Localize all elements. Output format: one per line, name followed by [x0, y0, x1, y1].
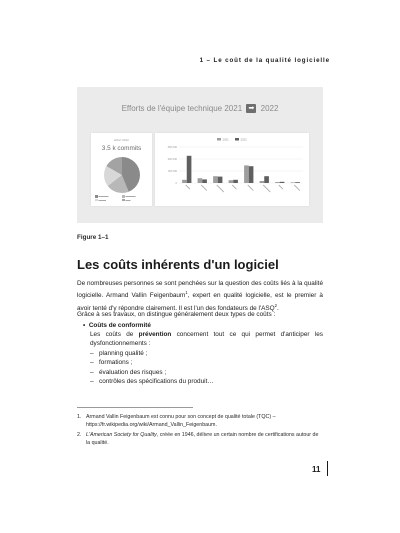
list-item: – contrôles des spécifications du produit… [90, 377, 214, 386]
footnote-number: 1. [77, 414, 82, 420]
category-label-mark [217, 185, 224, 192]
pie-legend-item: ▬▬▬ [95, 199, 122, 203]
pie-legend-item: ▬▬▬▬ [95, 195, 122, 199]
bar [202, 179, 207, 183]
footnotes [77, 414, 323, 450]
footnote-italic: L'American Society for Quality [86, 432, 157, 439]
tick-label: 150 000 [167, 170, 177, 173]
paragraph-2: Grâce à ses travaux, on distingue généralement deux types de coûts : [77, 311, 276, 318]
footnote-ref-1: 1 [185, 290, 188, 296]
footnote [77, 414, 323, 429]
bar [187, 156, 192, 183]
paragraph-1-text: De nombreuses personnes se sont penchées sur la question des coûts liés à la qualité logicielle. Armand Vallin Feigenbaum [77, 280, 323, 300]
legend-swatch [217, 138, 221, 141]
bar [264, 176, 269, 183]
bar [295, 182, 300, 183]
bar [280, 182, 285, 183]
bar [198, 178, 203, 183]
dash-list [90, 349, 214, 387]
bar-chart [155, 133, 309, 206]
category-label-mark [248, 185, 254, 191]
bullet-title: Coûts de conformité [88, 322, 151, 329]
figure-title-text: Efforts de l'équipe technique 2021 [121, 104, 243, 113]
pie-legend-item: ▬▬ [122, 199, 149, 203]
paragraph-3-text: Les coûts de [90, 331, 139, 338]
bar [213, 176, 218, 183]
paragraph-3-text: concernent tout ce qui permet d'anticiper les dysfonctionnements : [90, 331, 323, 348]
paragraph-3 [90, 330, 323, 349]
bullet-marker: • [83, 322, 86, 329]
pie-value: 3.5 k commits [101, 145, 142, 152]
section-heading: Les coûts inhérents d'un logiciel [77, 257, 279, 272]
pie-legend-item: ▬▬▬▬ [122, 195, 149, 199]
footnote-ref-2: 2 [274, 302, 277, 308]
list-item: – formations ; [90, 358, 214, 367]
footnote-text: Armand Vallin Feigenbaum est connu pour son concept de qualité totale (TQC) – https://fr.wikipedia.org/wiki/Armand_Vallin_Feigenbaum. [86, 414, 276, 428]
pie-card [91, 133, 152, 206]
bar [249, 166, 254, 183]
figure-title [77, 104, 323, 113]
right-arrow-icon: ➡ [246, 104, 256, 113]
list-item: – évaluation des risques ; [90, 368, 214, 377]
list-item: – planning qualité ; [90, 349, 214, 358]
paragraph-1-text: , expert en qualité logicielle, est le premier à avoir tenté d'y répondre clairement. Il est l'un des fondateurs de l'ASQ [77, 292, 323, 313]
bullet-item [83, 321, 151, 330]
paragraph-3-bold: prévention [138, 331, 172, 338]
pie-caption: Effort 2022 [114, 138, 129, 142]
category-label-mark [186, 185, 190, 189]
bar [291, 182, 296, 183]
pie-legend [95, 195, 149, 202]
footnote-number: 2. [77, 432, 82, 439]
pie-chart [104, 157, 140, 193]
bar-card [155, 133, 309, 206]
bar [260, 181, 265, 183]
bar [182, 180, 187, 183]
category-label-mark [201, 185, 207, 191]
footnote [77, 432, 323, 447]
bar [218, 177, 223, 183]
category-label-mark [294, 185, 300, 191]
page-number-rule [327, 461, 328, 476]
category-label-mark [263, 185, 270, 192]
figure-caption: Figure 1–1 [77, 234, 109, 241]
figure-image [77, 87, 323, 223]
legend-label: 2021 [222, 137, 229, 142]
tick-label: 450 000 [167, 146, 177, 149]
bar [244, 165, 249, 183]
tick-label: 300 000 [167, 158, 177, 161]
legend-swatch [235, 138, 239, 141]
legend-label: 2022 [240, 137, 247, 142]
category-label-mark [232, 185, 236, 189]
paragraph-1-text: . [276, 305, 279, 313]
page-number: 11 [312, 465, 321, 474]
paragraph-1 [77, 279, 323, 313]
footnote-text: , créée en 1946, délivre un certain nombre de certifications autour de la qualité. [86, 432, 319, 446]
bar [229, 180, 234, 183]
figure-title-year: 2022 [260, 104, 279, 113]
bar [275, 182, 280, 183]
category-label-mark [279, 185, 283, 189]
tick-label: 0 [175, 182, 177, 185]
footnote-rule [77, 407, 193, 408]
bar [233, 180, 238, 183]
running-head: 1 – Le coût de la qualité logicielle [199, 57, 330, 64]
